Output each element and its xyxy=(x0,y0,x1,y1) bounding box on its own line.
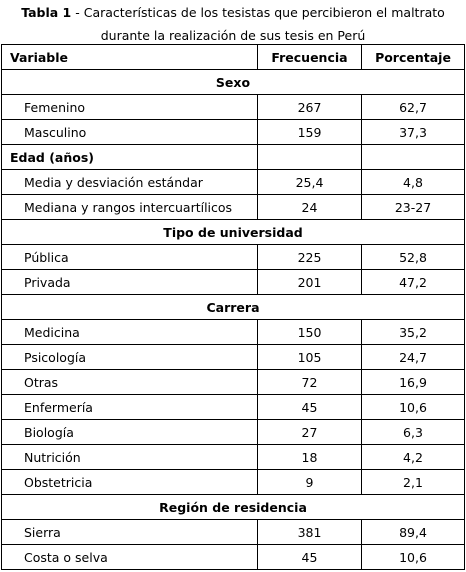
row-pct: 52,8 xyxy=(362,245,465,270)
row-freq: 24 xyxy=(258,195,362,220)
table-row xyxy=(2,270,465,295)
row-label: Biología xyxy=(2,420,258,445)
row-freq: 150 xyxy=(258,320,362,345)
row-label: Femenino xyxy=(2,95,258,120)
table-row xyxy=(2,245,465,270)
row-label: Obstetricia xyxy=(2,470,258,495)
row-freq: 105 xyxy=(258,345,362,370)
row-label: Privada xyxy=(2,270,258,295)
table-row xyxy=(2,420,465,445)
table-row xyxy=(2,520,465,545)
row-pct: 62,7 xyxy=(362,95,465,120)
row-freq: 9 xyxy=(258,470,362,495)
group-header-row xyxy=(2,145,465,170)
header-frecuencia: Frecuencia xyxy=(258,45,362,70)
table-row xyxy=(2,445,465,470)
row-label: Sierra xyxy=(2,520,258,545)
row-freq: 381 xyxy=(258,520,362,545)
table-row xyxy=(2,395,465,420)
empty-cell xyxy=(362,145,465,170)
row-pct: 89,4 xyxy=(362,520,465,545)
table-row xyxy=(2,345,465,370)
section-carrera: Carrera xyxy=(2,295,465,320)
row-pct: 47,2 xyxy=(362,270,465,295)
table-caption xyxy=(0,0,466,47)
row-freq: 225 xyxy=(258,245,362,270)
caption-line-1 xyxy=(0,1,466,24)
empty-cell xyxy=(258,145,362,170)
row-freq: 72 xyxy=(258,370,362,395)
row-label: Media y desviación estándar xyxy=(2,170,258,195)
table-row xyxy=(2,95,465,120)
characteristics-table xyxy=(1,44,465,570)
table-row xyxy=(2,195,465,220)
section-universidad: Tipo de universidad xyxy=(2,220,465,245)
header-variable: Variable xyxy=(2,45,258,70)
table-row xyxy=(2,120,465,145)
table-row xyxy=(2,170,465,195)
table-row xyxy=(2,320,465,345)
row-freq: 27 xyxy=(258,420,362,445)
row-pct: 16,9 xyxy=(362,370,465,395)
header-row xyxy=(2,45,465,70)
section-region: Región de residencia xyxy=(2,495,465,520)
header-porcentaje: Porcentaje xyxy=(362,45,465,70)
row-freq: 25,4 xyxy=(258,170,362,195)
table-row xyxy=(2,545,465,570)
section-sexo: Sexo xyxy=(2,70,465,95)
row-label: Psicología xyxy=(2,345,258,370)
caption-line-2: durante la realización de sus tesis en Perú xyxy=(100,28,366,43)
row-pct: 4,8 xyxy=(362,170,465,195)
caption-text-1: - Características de los tesistas que percibieron el maltrato xyxy=(71,5,445,20)
section-row xyxy=(2,495,465,520)
row-pct: 10,6 xyxy=(362,545,465,570)
table-row xyxy=(2,470,465,495)
row-pct: 6,3 xyxy=(362,420,465,445)
row-label: Pública xyxy=(2,245,258,270)
row-pct: 2,1 xyxy=(362,470,465,495)
section-row xyxy=(2,70,465,95)
section-row xyxy=(2,220,465,245)
row-freq: 159 xyxy=(258,120,362,145)
row-freq: 18 xyxy=(258,445,362,470)
row-pct: 24,7 xyxy=(362,345,465,370)
row-label: Medicina xyxy=(2,320,258,345)
row-label: Masculino xyxy=(2,120,258,145)
section-row xyxy=(2,295,465,320)
row-pct: 4,2 xyxy=(362,445,465,470)
row-freq: 45 xyxy=(258,545,362,570)
row-pct: 10,6 xyxy=(362,395,465,420)
row-freq: 45 xyxy=(258,395,362,420)
row-pct: 23-27 xyxy=(362,195,465,220)
row-freq: 267 xyxy=(258,95,362,120)
row-label: Enfermería xyxy=(2,395,258,420)
caption-label: Tabla 1 xyxy=(21,5,72,20)
row-label: Costa o selva xyxy=(2,545,258,570)
row-label: Mediana y rangos intercuartílicos xyxy=(2,195,258,220)
section-edad: Edad (años) xyxy=(2,145,258,170)
row-label: Nutrición xyxy=(2,445,258,470)
row-freq: 201 xyxy=(258,270,362,295)
row-pct: 37,3 xyxy=(362,120,465,145)
table-row xyxy=(2,370,465,395)
row-label: Otras xyxy=(2,370,258,395)
row-pct: 35,2 xyxy=(362,320,465,345)
